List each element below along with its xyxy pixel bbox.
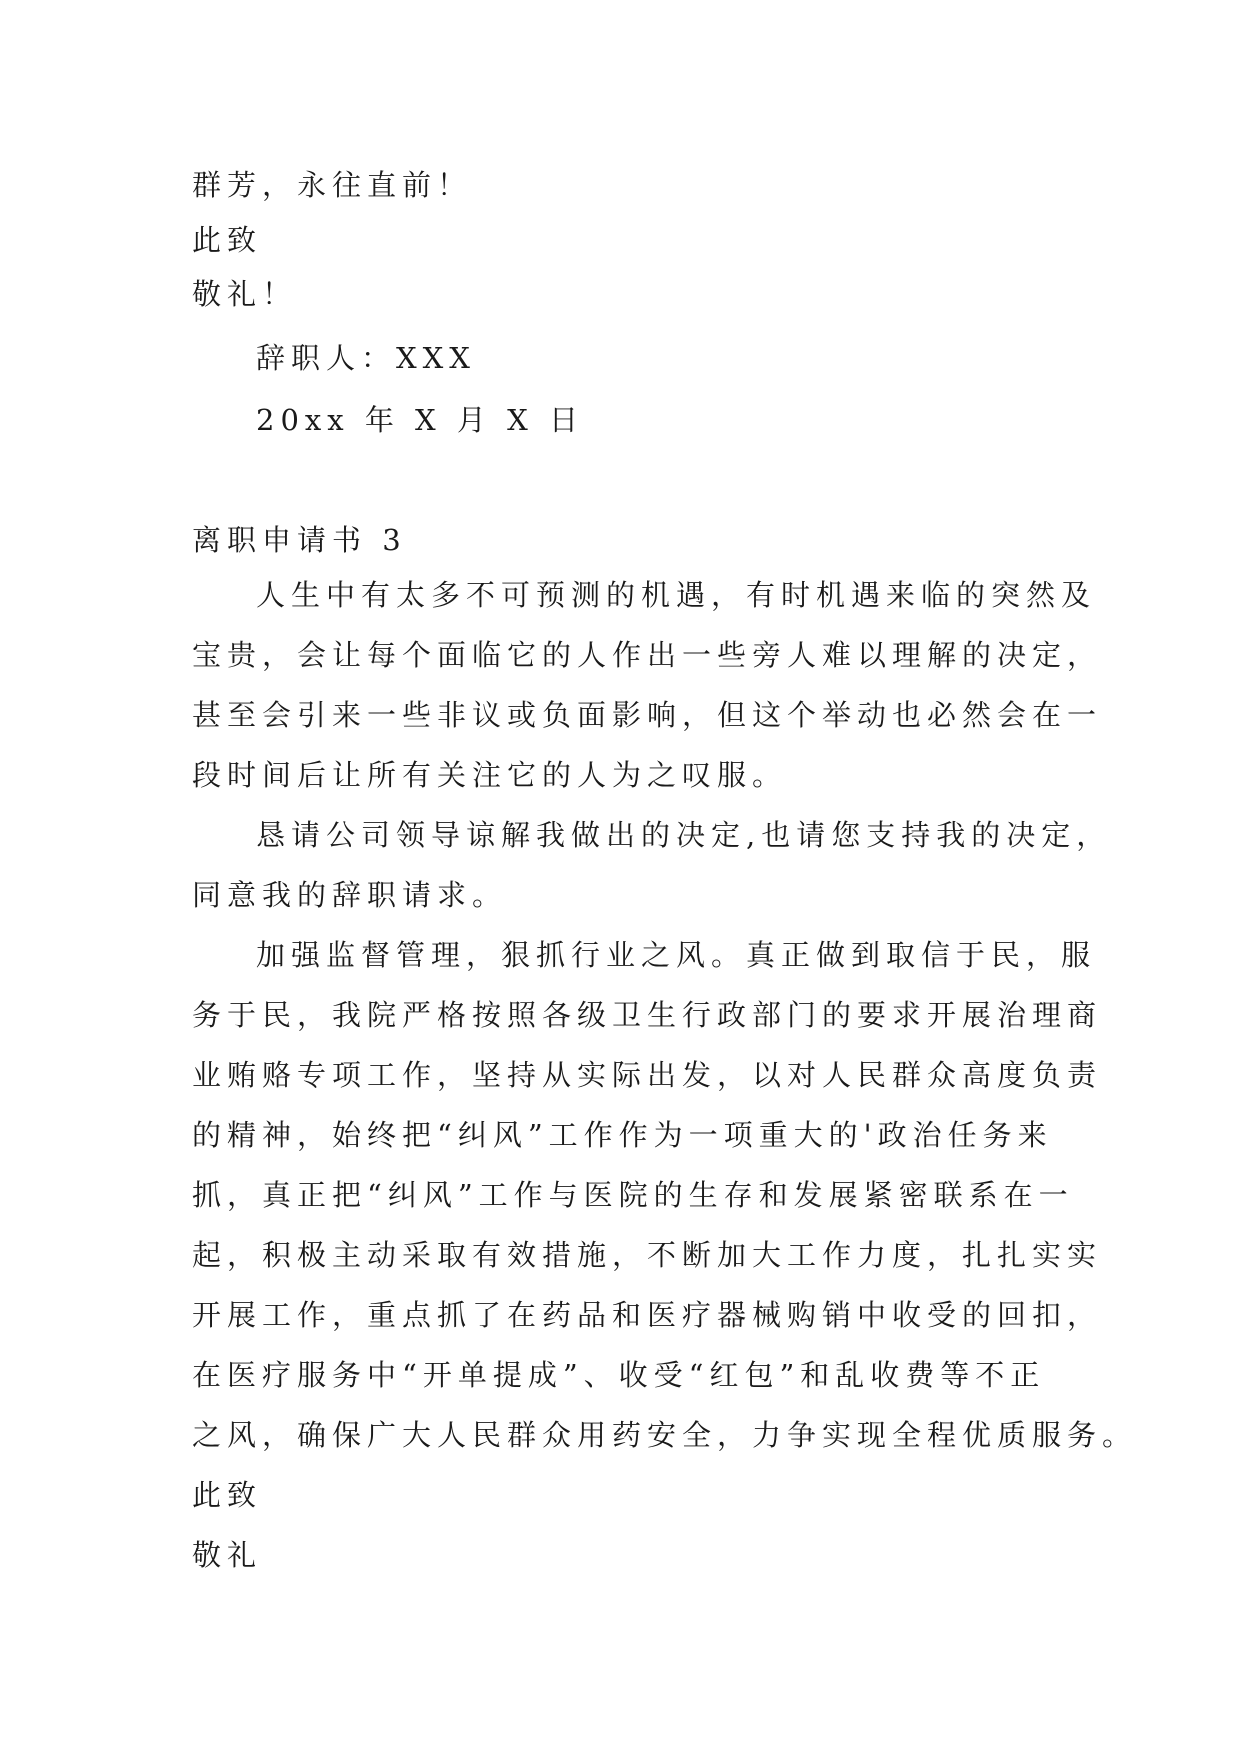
paragraph-line: 段时间后让所有关注它的人为之叹服。: [192, 758, 788, 792]
paragraph-line: 同意我的辞职请求。: [192, 878, 508, 912]
closing-line: 敬礼！: [192, 277, 298, 311]
paragraph-line: 甚至会引来一些非议或负面影响，但这个举动也必然会在一: [192, 698, 1103, 732]
paragraph-line: 起，积极主动采取有效措施，不断加大工作力度，扎扎实实: [192, 1238, 1103, 1272]
paragraph-line: 抓，真正把“纠风”工作与医院的生存和发展紧密联系在一: [192, 1178, 1074, 1212]
paragraph-line: 的精神，始终把“纠风”工作作为一项重大的'政治任务来: [192, 1118, 1053, 1152]
paragraph-line: 恳请公司领导谅解我做出的决定,也请您支持我的决定，: [256, 818, 1112, 852]
paragraph-line: 开展工作，重点抓了在药品和医疗器械购销中收受的回扣，: [192, 1298, 1103, 1332]
closing-line: 敬礼: [192, 1538, 263, 1572]
paragraph-line: 宝贵，会让每个面临它的人作出一些旁人难以理解的决定，: [192, 638, 1103, 672]
date-line: 20xx 年 X 月 X 日: [256, 403, 584, 437]
closing-line: 此致: [192, 223, 263, 257]
paragraph-line: 在医疗服务中“开单提成”、收受“红包”和乱收费等不正: [192, 1358, 1046, 1392]
paragraph-line: 加强监督管理，狠抓行业之风。真正做到取信于民，服: [256, 938, 1097, 972]
paragraph-line: 人生中有太多不可预测的机遇，有时机遇来临的突然及: [256, 578, 1097, 612]
signer-line: 辞职人：XXX: [256, 341, 476, 375]
paragraph-line: 之风，确保广大人民群众用药安全，力争实现全程优质服务。: [192, 1418, 1138, 1452]
section-heading: 离职申请书 3: [192, 523, 407, 557]
closing-line: 此致: [192, 1478, 263, 1512]
text-line: 群芳，永往直前！: [192, 168, 473, 202]
paragraph-line: 业贿赂专项工作，坚持从实际出发，以对人民群众高度负责: [192, 1058, 1103, 1092]
paragraph-line: 务于民，我院严格按照各级卫生行政部门的要求开展治理商: [192, 998, 1103, 1032]
